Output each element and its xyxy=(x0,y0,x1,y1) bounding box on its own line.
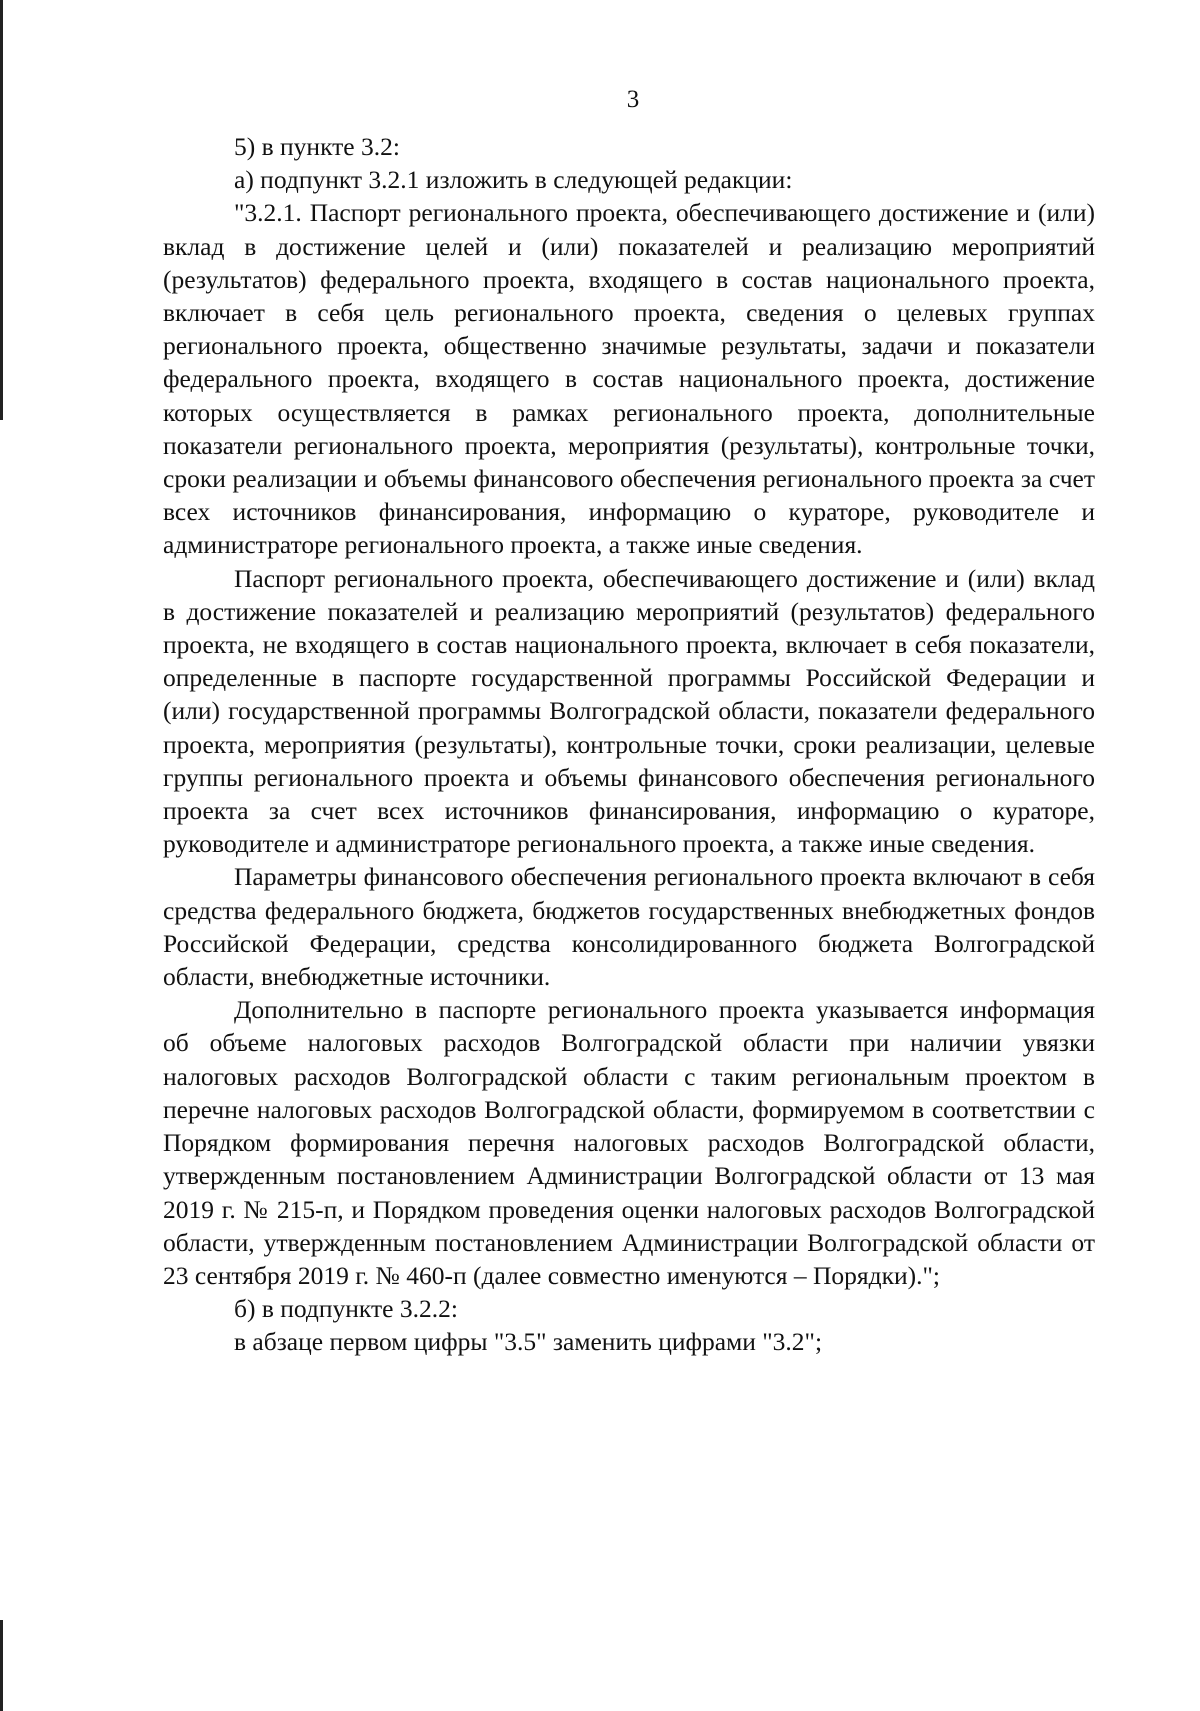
paragraph-subitem-a: а) подпункт 3.2.1 изложить в следующей редакции: xyxy=(234,165,793,195)
scan-edge-artifact xyxy=(0,0,3,1711)
paragraph-passport-non-national: Паспорт регионального проекта, обеспечивающего достижение и (или) вклад в достижение показателей и реализацию мероприятий (результатов) федерального проекта, не входящего в состав национального проекта, включает в себя показатели, определенные в паспорте государственной программы Российской Федерации и (или) государственной программы Волгоградской области, показатели федерального проекта, мероприятия (результаты), контрольные точки, сроки реализации, целевые группы регионального проекта и объемы финансового обеспечения регионального проекта за счет всех источников финансирования, информацию о кураторе, руководителе и администраторе регионального проекта, а также иные сведения. xyxy=(163,563,1095,859)
paragraph-3-2-1: "3.2.1. Паспорт регионального проекта, обеспечивающего достижение и (или) вклад в достижение целей и (или) показателей и реализацию мероприятий (результатов) федерального проекта, входящего в состав национального проекта, включает в себя цель регионального проекта, сведения о целевых группах регионального проекта, общественно значимые результаты, задачи и показатели федерального проекта, входящего в состав национального проекта, достижение которых осуществляется в рамках регионального проекта, дополнительные показатели регионального проекта, мероприятия (результаты), контрольные точки, сроки реализации и объемы финансового обеспечения регионального проекта за счет всех источников финансирования, информацию о кураторе, руководителе и администраторе регионального проекта, а также иные сведения. xyxy=(163,198,1095,560)
paragraph-tax-expenditures: Дополнительно в паспорте регионального проекта указывается информация об объеме налоговых расходов Волгоградской области при наличии увязки налоговых расходов Волгоградской области с таким региональным проектом в перечне налоговых расходов Волгоградской области, формируемом в соответствии с Порядком формирования перечня налоговых расходов Волгоградской области, утвержденным постановлением Администрации Волгоградской области от 13 мая 2019 г. № 215-п, и Порядком проведения оценки налоговых расходов Волгоградской области, утвержденным постановлением Администрации Волгоградской области от 23 сентября 2019 г. № 460-п (далее совместно именуются – Порядки)."; xyxy=(163,995,1095,1290)
paragraph-item-5: 5) в пункте 3.2: xyxy=(234,132,400,161)
paragraph-first-abzac: в абзаце первом цифры "3.5" заменить цифрами "3.2"; xyxy=(234,1327,823,1357)
paragraph-financing-parameters: Параметры финансового обеспечения регионального проекта включают в себя средства федерального бюджета, бюджетов государственных внебюджетных фондов Российской Федерации, средства консолидированного бюджета Волгоградской области, внебюджетные источники. xyxy=(163,862,1095,992)
document-body xyxy=(163,130,1095,1359)
paragraph-subitem-b: б) в подпункте 3.2.2: xyxy=(234,1294,458,1324)
page-number: 3 xyxy=(626,86,640,113)
